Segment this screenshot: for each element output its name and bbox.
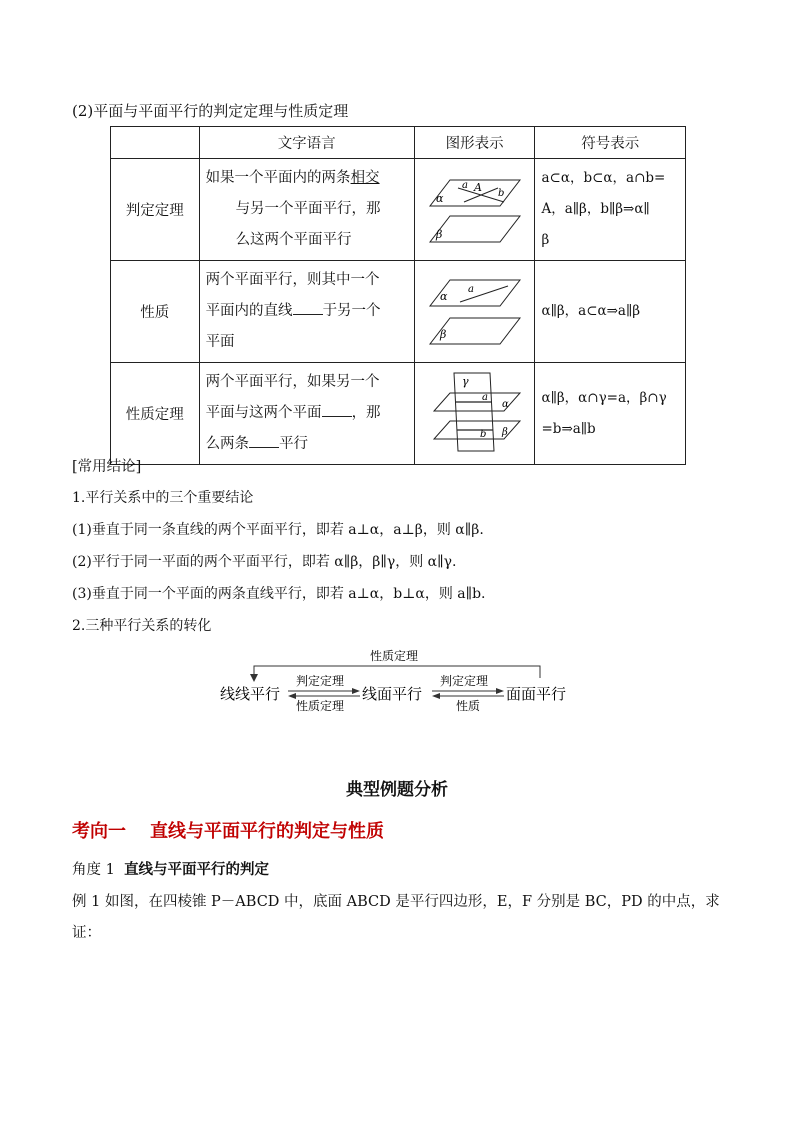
symbol-line: A，a∥β，b∥β⇒α∥ — [541, 201, 650, 217]
table-header-symbol: 符号表示 — [535, 127, 686, 159]
node-plane-plane: 面面平行 — [506, 685, 567, 703]
table-header-empty — [111, 127, 200, 159]
row-symbol — [535, 261, 686, 363]
symbol-line: =b⇒a∥b — [541, 420, 596, 437]
symbol-line: α∥β，a⊂α⇒a∥β — [541, 303, 641, 319]
section-title: (2)平面与平面平行的判定定理与性质定理 — [72, 102, 349, 120]
label-beta: β — [435, 227, 442, 241]
figure-cell — [414, 363, 535, 465]
row-text-language — [199, 159, 414, 261]
table-row — [111, 159, 686, 261]
theorem-table — [110, 126, 686, 465]
label-alpha: α — [439, 289, 448, 303]
direction-title: 直线与平面平行的判定与性质 — [150, 821, 384, 842]
text-line: 平面内的直线 — [205, 303, 293, 319]
text-line: 与另一个平面平行，那 — [235, 201, 381, 217]
answer-blank — [293, 300, 323, 315]
angle-label: 角度 1 — [72, 862, 115, 878]
direction-heading — [72, 817, 384, 843]
label-alpha: α — [435, 191, 444, 205]
symbol-line: a⊂α，b⊂α，a∩b= — [541, 170, 666, 186]
figure-cell — [414, 261, 535, 363]
conclusion-3: (3)垂直于同一个平面的两条直线平行，即若 a⊥α，b⊥α，则 a∥b. — [72, 586, 486, 602]
text-line: 两个平面平行，则其中一个 — [205, 272, 380, 288]
table-row — [111, 363, 686, 465]
figure-cell — [414, 159, 535, 261]
text-line: 平行 — [279, 436, 309, 452]
conclusion-2: (2)平行于同一平面的两个平面平行，即若 α∥β，β∥γ，则 α∥γ. — [72, 554, 457, 570]
arrow2-bottom-label: 性质 — [456, 699, 481, 713]
direction-number: 考向一 — [72, 821, 126, 842]
label-beta: β — [501, 426, 508, 438]
conclusions-title: 1.平行关系中的三个重要结论 — [72, 490, 254, 506]
label-beta: β — [439, 327, 446, 341]
table-header-figure: 图形表示 — [414, 127, 535, 159]
label-gamma: γ — [461, 374, 469, 388]
text-line: 两个平面平行，如果另一个 — [205, 374, 380, 390]
row-text-language — [199, 261, 414, 363]
symbol-line: β — [541, 232, 550, 248]
common-conclusions-title: [常用结论] — [72, 459, 142, 475]
angle-heading — [72, 858, 269, 879]
text-line: ，那 — [351, 405, 381, 421]
row-symbol — [535, 159, 686, 261]
arrow1-bottom-label: 性质定理 — [296, 699, 345, 713]
answer-blank — [322, 402, 352, 417]
parallel-conversion-diagram — [210, 644, 590, 722]
example-1: 例 1 如图，在四棱锥 P－ABCD 中，底面 ABCD 是平行四边形，E，F 分别是 BC，PD 的中点，求证： — [72, 894, 720, 941]
text-line: 如果一个平面内的两条 — [205, 170, 351, 186]
node-line-plane: 线面平行 — [362, 685, 423, 703]
plane-line-property-figure — [420, 270, 530, 350]
row-text-language — [199, 363, 414, 465]
row-name: 性质定理 — [111, 363, 200, 465]
conclusion-1: (1)垂直于同一条直线的两个平面平行，即若 a⊥α，a⊥β，则 α∥β. — [72, 522, 484, 538]
label-b: b — [497, 187, 505, 199]
text-line: 平面与这两个平面 — [205, 405, 322, 421]
symbol-line: α∥β，α∩γ=a，β∩γ — [541, 389, 667, 406]
text-line: 于另一个 — [322, 303, 381, 319]
section-heading: 典型例题分析 — [346, 780, 448, 800]
angle-title: 直线与平面平行的判定 — [124, 861, 270, 878]
label-b: b — [479, 428, 487, 440]
table-row — [111, 261, 686, 363]
top-arrow-label: 性质定理 — [370, 649, 419, 663]
text-line: 平面 — [205, 334, 235, 350]
table-header-row — [111, 127, 686, 159]
label-a: a — [467, 283, 474, 295]
node-line-line: 线线平行 — [220, 685, 281, 703]
arrow1-top-label: 判定定理 — [296, 674, 345, 688]
underlined-answer: 相交 — [350, 170, 380, 186]
label-alpha: α — [501, 398, 509, 410]
row-symbol — [535, 363, 686, 465]
label-a: a — [481, 391, 488, 403]
row-name: 判定定理 — [111, 159, 200, 261]
conversion-title: 2.三种平行关系的转化 — [72, 618, 212, 634]
answer-blank — [249, 433, 279, 448]
two-planes-judgment-figure — [420, 168, 530, 248]
label-A: A — [473, 180, 482, 194]
text-line: 么这两个平面平行 — [235, 232, 352, 248]
row-name: 性质 — [111, 261, 200, 363]
arrow2-top-label: 判定定理 — [440, 674, 489, 688]
table-header-text: 文字语言 — [199, 127, 414, 159]
label-a: a — [461, 179, 468, 191]
three-planes-property-figure — [420, 369, 530, 455]
text-line: 么两条 — [205, 436, 250, 452]
